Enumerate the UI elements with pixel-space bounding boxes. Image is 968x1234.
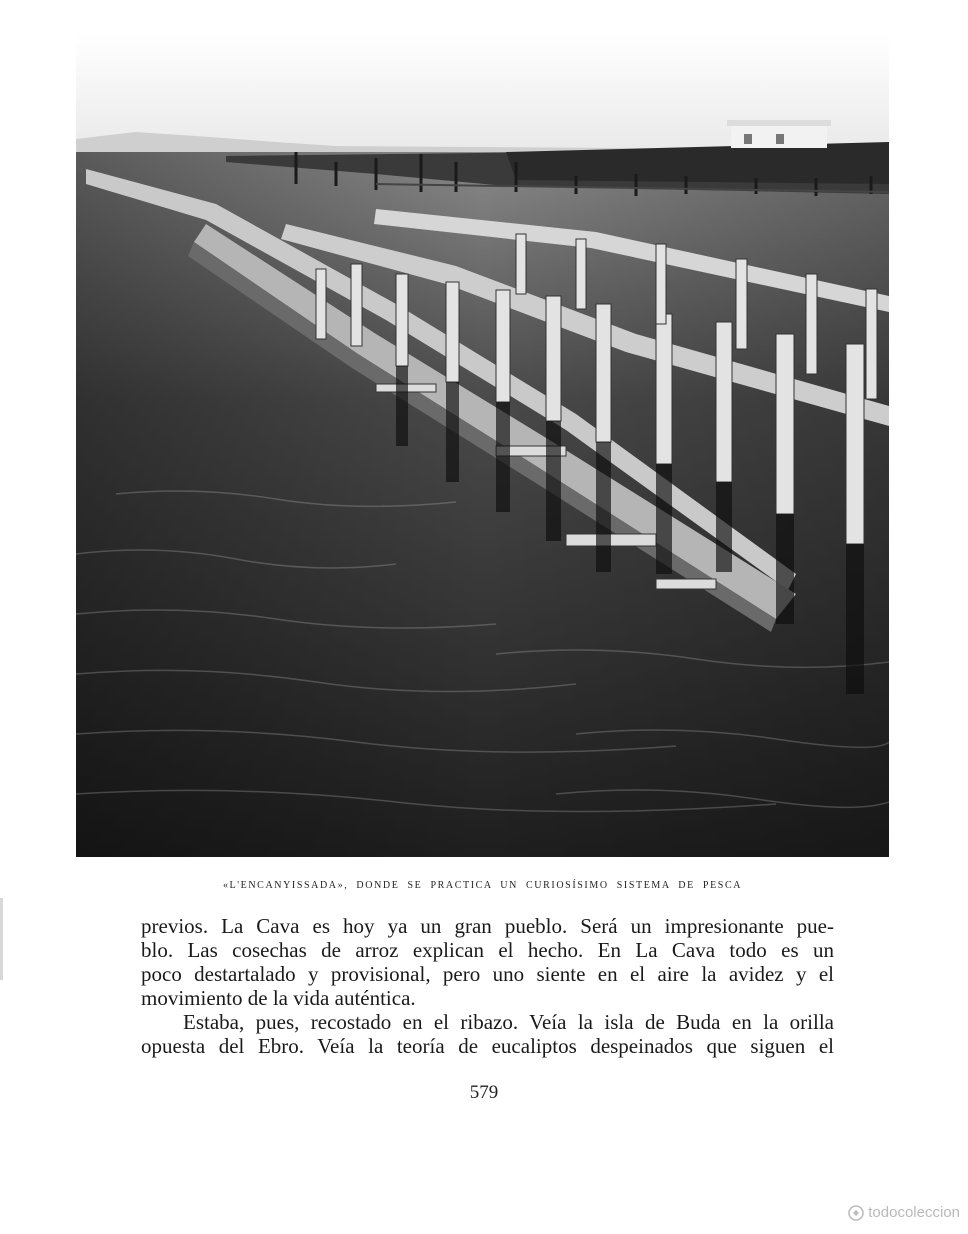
text-line: blo. Las cosechas de arroz explican el hecho. En La Cava todo es un bbox=[141, 938, 834, 962]
text-line: poco destartalado y provisional, pero uno siente en el aire la avidez y el bbox=[141, 962, 834, 986]
text-line: movimiento de la vida auténtica. bbox=[141, 986, 416, 1010]
margin-mark bbox=[0, 898, 3, 980]
watermark bbox=[848, 1204, 960, 1221]
text-line: opuesta del Ebro. Veía la teoría de eucaliptos despeinados que siguen el bbox=[141, 1034, 834, 1058]
watermark-text: todocoleccion bbox=[868, 1204, 960, 1221]
page-number: 579 bbox=[469, 1082, 499, 1103]
photo-caption: «L'ENCANYISSADA», DONDE SE PRACTICA UN CURIOSÍSIMO SISTEMA DE PESCA bbox=[222, 880, 743, 891]
todocoleccion-logo-icon bbox=[848, 1205, 864, 1221]
photo bbox=[76, 34, 889, 857]
body-text bbox=[141, 914, 834, 1058]
photo-image bbox=[76, 34, 889, 857]
text-line: Estaba, pues, recostado en el ribazo. Veía la isla de Buda en la orilla bbox=[183, 1010, 834, 1034]
text-line: previos. La Cava es hoy ya un gran pueblo. Será un impresionante pue- bbox=[141, 914, 834, 938]
